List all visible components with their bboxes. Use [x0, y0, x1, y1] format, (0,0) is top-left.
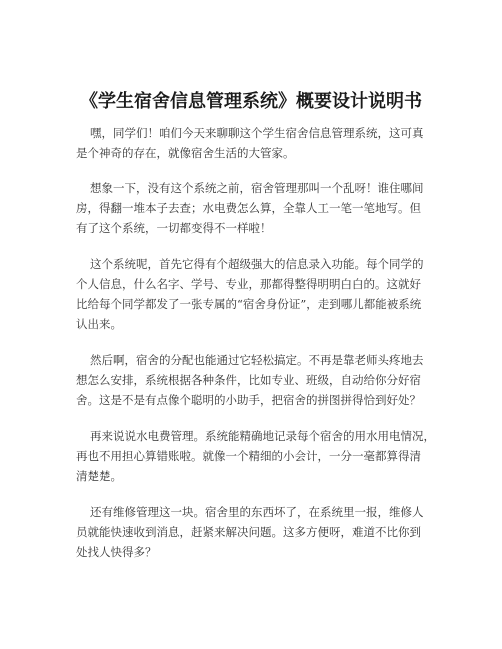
paragraph-line: 有了这个系统，一切都变得不一样啦！	[76, 221, 272, 235]
paragraph-line: 想怎么安排，系统根据各种条件，比如专业、班级，自动给你分好宿	[76, 373, 421, 387]
paragraph-line: 这个系统呢，首先它得有个超级强大的信息录入功能。每个同学的	[90, 257, 424, 271]
paragraph-line: 是个神奇的存在，就像宿舍生活的大管家。	[76, 146, 295, 160]
paragraph-line: 比给每个同学都发了一张专属的“宿舍身份证”，走到哪儿都能被系统	[76, 297, 422, 311]
document-title: 《学生宿舍信息管理系统》概要设计说明书	[80, 91, 422, 112]
paragraph-info-entry	[76, 254, 446, 334]
paragraph-line: 还有维修管理这一块。宿舍里的东西坏了，在系统里一报，维修人	[90, 505, 424, 519]
paragraph-line: 认出来。	[76, 317, 122, 331]
paragraph-dorm-allocation	[76, 350, 446, 410]
paragraph-line: 再也不用担心算错账啦。就像一个精细的小会计，一分一毫都算得清	[76, 449, 421, 463]
paragraph-maintenance	[76, 502, 446, 562]
paragraph-line: 再来说说水电费管理。系统能精确地记录每个宿舍的用水用电情况，	[90, 429, 435, 443]
paragraph-line: 员就能快速收到消息，赶紧来解决问题。这多方便呀，难道不比你到	[76, 525, 421, 539]
paragraph-line: 舍。这是不是有点像个聪明的小助手，把宿舍的拼图拼得恰到好处？	[76, 393, 421, 407]
paragraph-line: 然后啊，宿舍的分配也能通过它轻松搞定。不再是靠老师头疼地去	[90, 353, 424, 367]
paragraph-line: 嘿，同学们！咱们今天来聊聊这个学生宿舍信息管理系统，这可真	[90, 126, 424, 140]
paragraph-before-system	[76, 178, 446, 238]
paragraph-utility-billing	[76, 426, 446, 486]
paragraph-line: 清楚楚。	[76, 469, 122, 483]
paragraph-line: 房，得翻一堆本子去查；水电费怎么算，全靠人工一笔一笔地写。但	[76, 201, 421, 215]
paragraph-line: 处找人快得多？	[76, 545, 157, 559]
paragraph-line: 想象一下，没有这个系统之前，宿舍管理那叫一个乱呀！谁住哪间	[90, 181, 424, 195]
paragraph-intro	[76, 123, 446, 163]
paragraph-line: 个人信息，什么名字、学号、专业，那都得整得明明白白的。这就好	[76, 277, 421, 291]
